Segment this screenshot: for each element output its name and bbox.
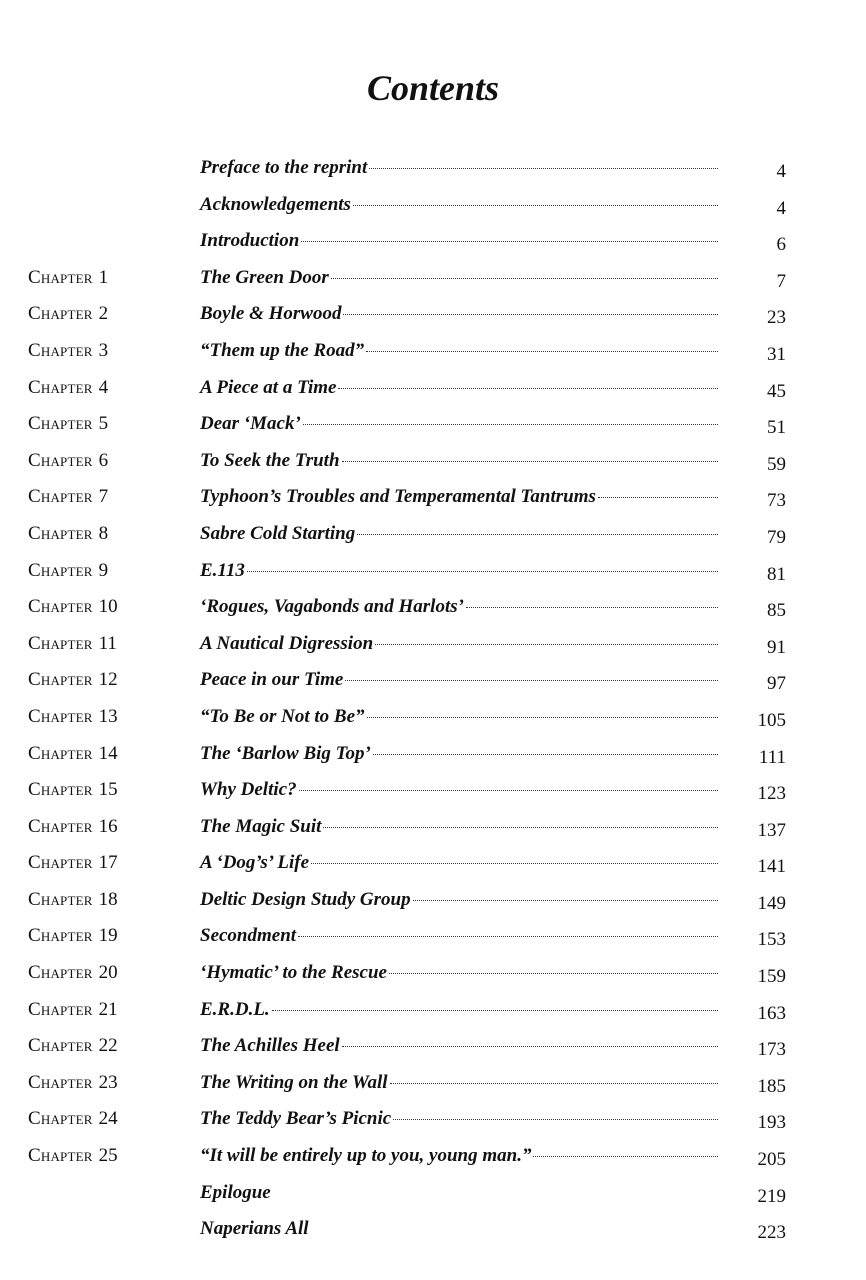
- page-number: 91: [767, 636, 786, 658]
- page-number: 149: [757, 892, 786, 914]
- entry-title: ‘Hymatic’ to the Rescue: [200, 962, 387, 984]
- chapter-word: Chapter: [28, 596, 93, 618]
- toc-entry[interactable]: [200, 406, 718, 442]
- toc-entry[interactable]: [200, 479, 718, 515]
- page-number: 173: [757, 1039, 786, 1061]
- chapter-word: Chapter: [28, 998, 93, 1020]
- entry-title: The Achilles Heel: [200, 1035, 340, 1057]
- chapter-number: 2: [98, 303, 109, 325]
- chapter-word: Chapter: [28, 779, 93, 801]
- entry-title: A Piece at a Time: [200, 376, 337, 398]
- dot-leader: [353, 205, 718, 206]
- toc-entry[interactable]: [200, 845, 718, 881]
- toc-row: [0, 260, 866, 297]
- page-number: 159: [757, 966, 786, 988]
- chapter-label: [28, 699, 129, 735]
- dot-leader: [413, 900, 718, 901]
- table-of-contents: [0, 150, 866, 1248]
- page-number: 111: [758, 746, 786, 768]
- entry-title: Secondment: [200, 925, 297, 947]
- chapter-word: Chapter: [28, 559, 93, 581]
- dot-leader: [342, 1046, 718, 1047]
- toc-row: [0, 553, 866, 590]
- toc-row: [0, 333, 866, 370]
- chapter-number: 12: [98, 669, 118, 691]
- toc-row: [0, 1175, 866, 1212]
- entry-title: A ‘Dog’s’ Life: [200, 852, 310, 874]
- page-number: 31: [767, 343, 786, 365]
- entry-title: The Magic Suit: [200, 815, 322, 837]
- page-number: 105: [757, 709, 786, 731]
- page-number: 4: [776, 161, 786, 182]
- page-number: 163: [757, 1002, 786, 1024]
- chapter-word: Chapter: [28, 632, 93, 654]
- chapter-number: 14: [98, 742, 118, 764]
- chapter-label: [28, 589, 129, 625]
- chapter-number: 6: [98, 449, 109, 471]
- toc-row: [0, 296, 866, 333]
- entry-title: Dear ‘Mack’: [200, 413, 301, 435]
- toc-row: [0, 223, 866, 260]
- chapter-word: Chapter: [28, 1071, 93, 1093]
- toc-entry[interactable]: [200, 1211, 718, 1247]
- toc-entry[interactable]: [200, 918, 718, 954]
- chapter-label: [28, 955, 129, 991]
- toc-row: [0, 187, 866, 224]
- page-number: 51: [767, 417, 786, 439]
- chapter-label: [28, 882, 129, 918]
- chapter-label: [28, 370, 129, 406]
- chapter-word: Chapter: [28, 925, 93, 947]
- chapter-label: [28, 296, 129, 332]
- dot-leader: [375, 644, 718, 645]
- chapter-number: 13: [98, 705, 118, 727]
- page-number: 223: [757, 1222, 786, 1244]
- page-title: Contents: [366, 68, 500, 108]
- page-number: 79: [767, 526, 786, 548]
- chapter-number: 20: [98, 962, 118, 984]
- toc-row: [0, 1028, 866, 1065]
- chapter-number: 24: [98, 1108, 118, 1130]
- toc-row: [0, 699, 866, 736]
- entry-title: Typhoon’s Troubles and Temperamental Tantrums: [200, 486, 596, 508]
- toc-entry[interactable]: [200, 1065, 718, 1101]
- chapter-word: Chapter: [28, 705, 93, 727]
- page-number: 123: [757, 783, 786, 805]
- chapter-number: 22: [98, 1035, 118, 1057]
- chapter-label: [28, 809, 129, 845]
- dot-leader: [303, 424, 718, 425]
- chapter-number: 1: [98, 266, 109, 288]
- entry-title: The Teddy Bear’s Picnic: [200, 1108, 392, 1130]
- entry-title: “Them up the Road”: [200, 339, 365, 361]
- entry-title: ‘Rogues, Vagabonds and Harlots’: [200, 596, 464, 618]
- toc-entry[interactable]: [200, 992, 718, 1028]
- chapter-word: Chapter: [28, 339, 93, 361]
- chapter-label: [28, 406, 129, 442]
- chapter-label: [28, 1101, 129, 1137]
- entry-title: Why Deltic?: [200, 779, 297, 801]
- toc-entry[interactable]: [200, 370, 718, 406]
- toc-row: [0, 1138, 866, 1175]
- chapter-word: Chapter: [28, 486, 93, 508]
- entry-title: A Nautical Digression: [200, 632, 374, 654]
- toc-row: [0, 1101, 866, 1138]
- entry-title: The Writing on the Wall: [200, 1071, 388, 1093]
- entry-title: Epilogue: [200, 1181, 271, 1203]
- dot-leader: [373, 754, 718, 755]
- toc-entry[interactable]: [200, 589, 718, 625]
- entry-title: Acknowledgements: [200, 193, 351, 215]
- page-number: 81: [767, 563, 786, 585]
- chapter-word: Chapter: [28, 962, 93, 984]
- page-number: 23: [767, 307, 786, 329]
- page-number: 219: [757, 1185, 786, 1207]
- entry-title: “It will be entirely up to you, young man.”: [200, 1145, 532, 1167]
- chapter-number: 23: [98, 1071, 118, 1093]
- chapter-word: Chapter: [28, 413, 93, 435]
- toc-entry[interactable]: [200, 955, 718, 991]
- page-number: 185: [757, 1075, 786, 1097]
- dot-leader: [301, 241, 718, 242]
- chapter-word: Chapter: [28, 1108, 93, 1130]
- toc-row: [0, 845, 866, 882]
- chapter-word: Chapter: [28, 303, 93, 325]
- chapter-label: [28, 553, 129, 589]
- dot-leader: [389, 973, 718, 974]
- chapter-number: 4: [98, 376, 109, 398]
- toc-row: [0, 882, 866, 919]
- dot-leader: [345, 680, 718, 681]
- chapter-label: [28, 772, 129, 808]
- toc-row: [0, 809, 866, 846]
- page-number: 153: [757, 929, 786, 951]
- dot-leader: [272, 1010, 718, 1011]
- page-number: 97: [767, 673, 786, 695]
- page-number: 205: [757, 1149, 786, 1171]
- dot-leader: [323, 827, 718, 828]
- dot-leader: [343, 314, 718, 315]
- toc-entry[interactable]: [200, 662, 718, 698]
- toc-row: [0, 772, 866, 809]
- chapter-word: Chapter: [28, 266, 93, 288]
- toc-row: [0, 1065, 866, 1102]
- dot-leader: [466, 607, 718, 608]
- chapter-label: [28, 479, 129, 515]
- chapter-number: 25: [98, 1145, 118, 1167]
- chapter-word: Chapter: [28, 1145, 93, 1167]
- page-number: 4: [776, 197, 786, 219]
- dot-leader: [357, 534, 718, 535]
- toc-row: [0, 589, 866, 626]
- toc-row: [0, 955, 866, 992]
- toc-row: [0, 992, 866, 1029]
- toc-entry[interactable]: [200, 223, 718, 259]
- chapter-label: [28, 736, 129, 772]
- toc-entry[interactable]: [200, 736, 718, 772]
- chapter-word: Chapter: [28, 742, 93, 764]
- entry-title: E.113: [200, 559, 245, 581]
- dot-leader: [311, 863, 718, 864]
- chapter-label: [28, 1065, 129, 1101]
- toc-entry[interactable]: [200, 260, 718, 296]
- dot-leader: [298, 936, 718, 937]
- toc-entry[interactable]: [200, 150, 718, 186]
- entry-title: To Seek the Truth: [200, 449, 340, 471]
- dot-leader: [393, 1119, 718, 1120]
- toc-row: [0, 516, 866, 553]
- chapter-word: Chapter: [28, 522, 93, 544]
- toc-row: [0, 443, 866, 480]
- toc-row: [0, 150, 866, 187]
- chapter-number: 10: [98, 596, 118, 618]
- entry-title: Naperians All: [200, 1218, 309, 1240]
- chapter-number: 8: [98, 522, 109, 544]
- toc-entry[interactable]: [200, 809, 718, 845]
- chapter-number: 5: [98, 413, 109, 435]
- chapter-label: [28, 662, 129, 698]
- chapter-label: [28, 516, 129, 552]
- chapter-label: [28, 260, 129, 296]
- dot-leader: [366, 351, 718, 352]
- dot-leader: [338, 388, 718, 389]
- chapter-number: 16: [98, 815, 118, 837]
- toc-row: [0, 918, 866, 955]
- toc-row: [0, 662, 866, 699]
- toc-entry[interactable]: [200, 882, 718, 918]
- dot-leader: [342, 461, 718, 462]
- entry-title: Preface to the reprint: [200, 157, 368, 178]
- dot-leader: [598, 497, 718, 498]
- page-number: 85: [767, 600, 786, 622]
- chapter-word: Chapter: [28, 815, 93, 837]
- entry-title: Boyle & Horwood: [200, 303, 342, 325]
- chapter-word: Chapter: [28, 449, 93, 471]
- chapter-number: 18: [98, 888, 118, 910]
- chapter-label: [28, 1028, 129, 1064]
- toc-entry[interactable]: [200, 187, 718, 223]
- toc-row: [0, 736, 866, 773]
- chapter-number: 21: [98, 998, 118, 1020]
- dot-leader: [369, 168, 718, 169]
- toc-entry[interactable]: [200, 1101, 718, 1137]
- dot-leader: [331, 278, 718, 279]
- toc-entry[interactable]: [200, 1138, 718, 1174]
- chapter-number: 15: [98, 779, 118, 801]
- page-number: 73: [767, 490, 786, 512]
- entry-title: The ‘Barlow Big Top’: [200, 742, 371, 764]
- chapter-label: [28, 626, 129, 662]
- toc-entry[interactable]: [200, 699, 718, 735]
- chapter-word: Chapter: [28, 376, 93, 398]
- toc-entry[interactable]: [200, 1028, 718, 1064]
- entry-title: Deltic Design Study Group: [200, 888, 411, 910]
- dot-leader: [533, 1156, 718, 1157]
- chapter-label: [28, 918, 129, 954]
- page-number: 59: [767, 453, 786, 475]
- dot-leader: [247, 571, 718, 572]
- page-number: 141: [757, 856, 786, 878]
- dot-leader: [390, 1083, 718, 1084]
- chapter-label: [28, 1138, 129, 1174]
- toc-entry[interactable]: [200, 443, 718, 479]
- chapter-label: [28, 845, 129, 881]
- toc-row: [0, 626, 866, 663]
- toc-entry[interactable]: [200, 626, 718, 662]
- page-number: 45: [767, 380, 786, 402]
- page-number: 7: [776, 270, 786, 292]
- chapter-word: Chapter: [28, 888, 93, 910]
- toc-row: [0, 406, 866, 443]
- toc-entry[interactable]: [200, 772, 718, 808]
- chapter-number: 17: [98, 852, 118, 874]
- chapter-number: 7: [98, 486, 109, 508]
- chapter-number: 3: [98, 339, 109, 361]
- chapter-word: Chapter: [28, 852, 93, 874]
- chapter-number: 11: [98, 632, 117, 654]
- chapter-label: [28, 333, 129, 369]
- page-number: 193: [757, 1112, 786, 1134]
- chapter-label: [28, 992, 129, 1028]
- chapter-label: [28, 443, 129, 479]
- chapter-word: Chapter: [28, 669, 93, 691]
- page-number: 137: [757, 819, 786, 841]
- page-number: 6: [776, 234, 786, 256]
- entry-title: The Green Door: [200, 266, 329, 288]
- entry-title: Peace in our Time: [200, 669, 344, 691]
- entry-title: E.R.D.L.: [200, 998, 270, 1020]
- entry-title: “To Be or Not to Be”: [200, 705, 365, 727]
- chapter-word: Chapter: [28, 1035, 93, 1057]
- toc-row: [0, 370, 866, 407]
- toc-entry[interactable]: [200, 296, 718, 332]
- entry-title: Introduction: [200, 230, 300, 252]
- chapter-number: 9: [98, 559, 109, 581]
- toc-entry[interactable]: [200, 516, 718, 552]
- chapter-number: 19: [98, 925, 118, 947]
- entry-title: Sabre Cold Starting: [200, 522, 356, 544]
- toc-row: [0, 479, 866, 516]
- toc-row: [0, 1211, 866, 1248]
- dot-leader: [367, 717, 719, 718]
- toc-entry[interactable]: [200, 1175, 718, 1211]
- toc-entry[interactable]: [200, 553, 718, 589]
- toc-entry[interactable]: [200, 333, 718, 369]
- dot-leader: [299, 790, 718, 791]
